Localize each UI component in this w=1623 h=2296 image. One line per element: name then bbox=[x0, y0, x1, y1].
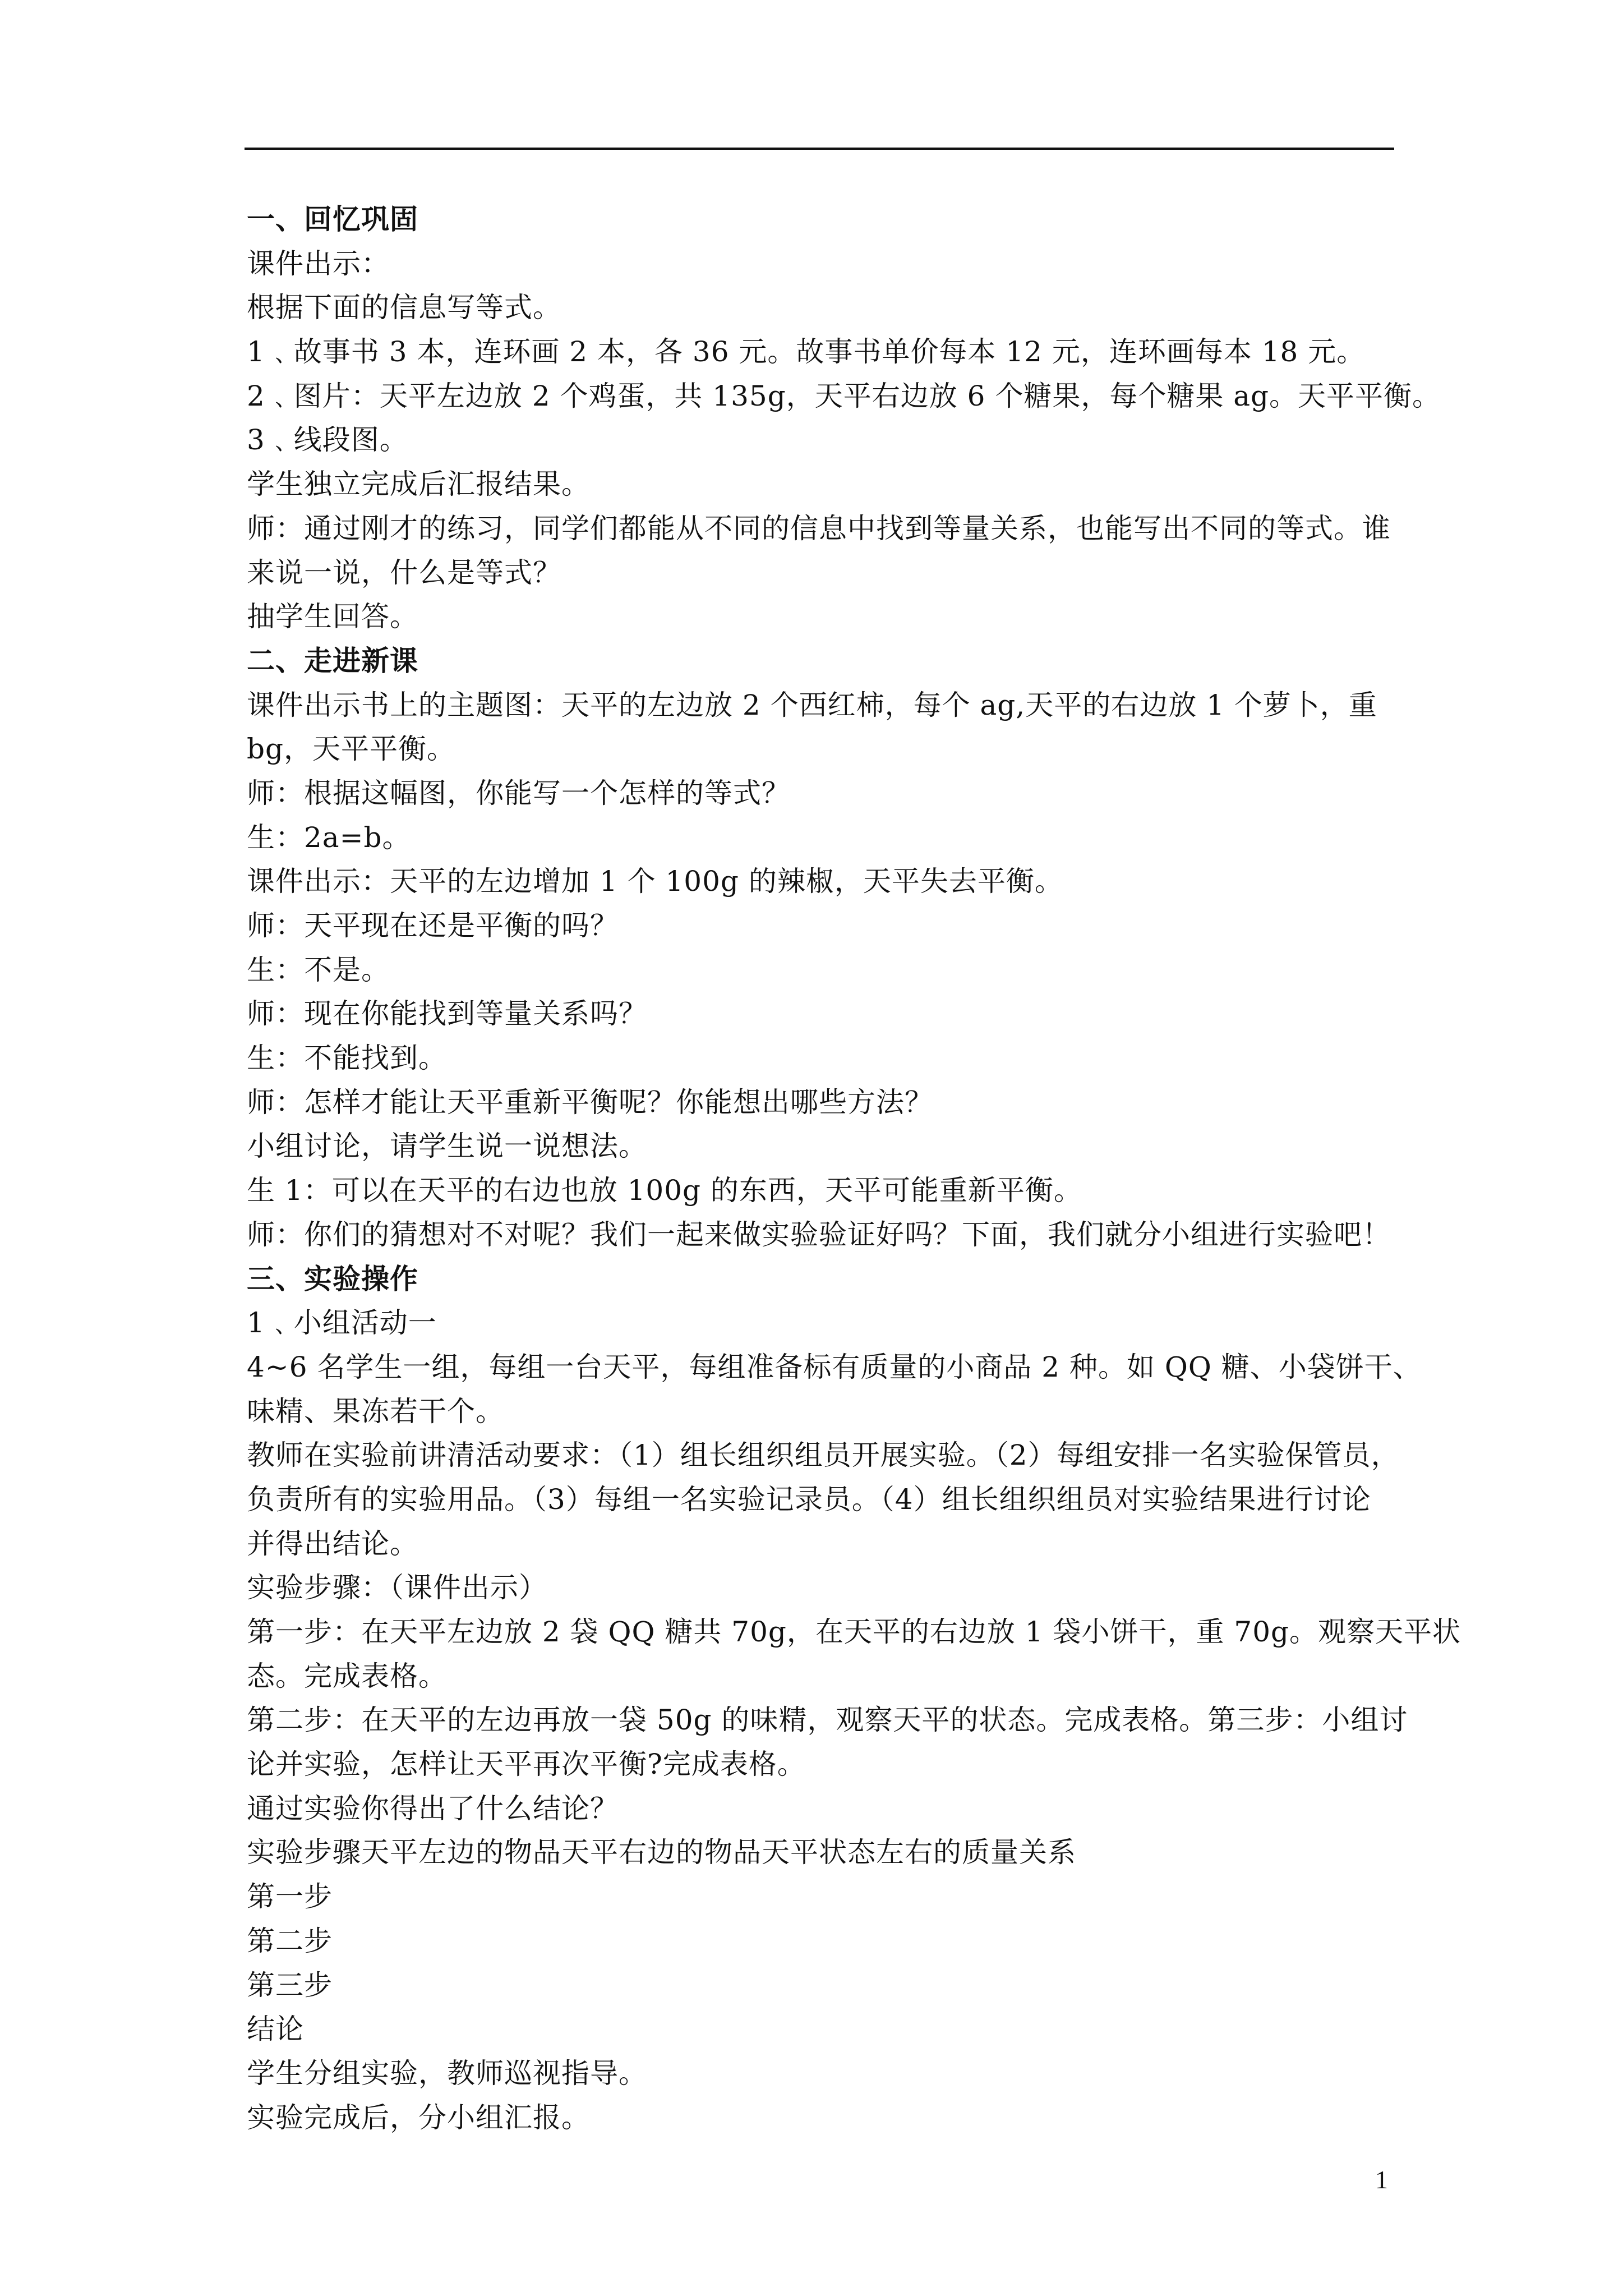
text-line: 生：不是。 bbox=[247, 953, 390, 986]
text-line: 生：不能找到。 bbox=[247, 1042, 447, 1075]
text-line: 课件出示： bbox=[247, 247, 390, 280]
text-line: 来说一说，什么是等式？ bbox=[247, 556, 561, 589]
text-line: bg，天平平衡。 bbox=[247, 733, 456, 766]
text-line: 态。完成表格。 bbox=[247, 1659, 447, 1692]
text-line: 实验完成后，分小组汇报。 bbox=[247, 2101, 590, 2134]
text-line: 1﹑小组活动一 bbox=[247, 1306, 437, 1340]
text-line: 4~6 名学生一组，每组一台天平，每组准备标有质量的小商品 2 种。如 QQ 糖、小袋饼干、 bbox=[247, 1350, 1422, 1383]
text-line: 教师在实验前讲清活动要求：（1）组长组织组员开展实验。（2）每组安排一名实验保管员， bbox=[247, 1439, 1400, 1472]
text-line: 1﹑故事书 3 本，连环画 2 本，各 36 元。故事书单价每本 12 元，连环画每本 18 元。 bbox=[247, 335, 1366, 369]
text-line: 师：现在你能找到等量关系吗？ bbox=[247, 997, 647, 1030]
header-rule bbox=[245, 148, 1394, 150]
text-line: 小组讨论，请学生说一说想法。 bbox=[247, 1130, 647, 1163]
text-line: 学生分组实验，教师巡视指导。 bbox=[247, 2056, 647, 2090]
text-line: 结论 bbox=[247, 2013, 304, 2046]
text-line: 第二步 bbox=[247, 1924, 333, 1957]
section-heading: 一、回忆巩固 bbox=[247, 203, 418, 236]
text-line: 师：根据这幅图，你能写一个怎样的等式？ bbox=[247, 776, 790, 809]
text-line: 2﹑图片：天平左边放 2 个鸡蛋，共 135g，天平右边放 6 个糖果，每个糖果 ag。天平平衡。 bbox=[247, 379, 1441, 412]
text-line: 师：通过刚才的练习，同学们都能从不同的信息中找到等量关系，也能写出不同的等式。谁 bbox=[247, 512, 1391, 545]
text-line: 3﹑线段图。 bbox=[247, 424, 408, 457]
text-line: 通过实验你得出了什么结论？ bbox=[247, 1792, 619, 1825]
text-line: 论并实验，怎样让天平再次平衡?完成表格。 bbox=[247, 1748, 806, 1781]
text-line: 实验步骤天平左边的物品天平右边的物品天平状态左右的质量关系 bbox=[247, 1836, 1076, 1869]
text-line: 并得出结论。 bbox=[247, 1527, 418, 1560]
text-line: 师：怎样才能让天平重新平衡呢？你能想出哪些方法？ bbox=[247, 1085, 933, 1119]
text-line: 学生独立完成后汇报结果。 bbox=[247, 468, 590, 501]
text-line: 第三步 bbox=[247, 1968, 333, 2001]
text-line: 课件出示：天平的左边增加 1 个 100g 的辣椒，天平失去平衡。 bbox=[247, 865, 1063, 898]
text-line: 师：你们的猜想对不对呢？我们一起来做实验验证好吗？下面，我们就分小组进行实验吧！ bbox=[247, 1218, 1391, 1251]
document-body bbox=[247, 197, 1461, 2139]
text-line: 师：天平现在还是平衡的吗？ bbox=[247, 909, 619, 942]
page-number: 1 bbox=[1375, 2165, 1388, 2194]
text-line: 第一步：在天平左边放 2 袋 QQ 糖共 70g，在天平的右边放 1 袋小饼干，重 70g。观察天平状 bbox=[247, 1616, 1461, 1648]
text-line: 第二步：在天平的左边再放一袋 50g 的味精，观察天平的状态。完成表格。第三步：小组讨 bbox=[247, 1704, 1408, 1737]
section-heading: 二、走进新课 bbox=[247, 644, 418, 677]
text-line: 味精、果冻若干个。 bbox=[247, 1395, 504, 1428]
text-line: 负责所有的实验用品。（3）每组一名实验记录员。（4）组长组织组员对实验结果进行讨论 bbox=[247, 1483, 1371, 1516]
text-line: 第一步 bbox=[247, 1880, 333, 1913]
text-line: 课件出示书上的主题图：天平的左边放 2 个西红柿，每个 ag,天平的右边放 1 个萝卜，重 bbox=[247, 688, 1377, 721]
text-line: 生 1：可以在天平的右边也放 100g 的东西，天平可能重新平衡。 bbox=[247, 1174, 1082, 1207]
text-line: 实验步骤：（课件出示） bbox=[247, 1571, 547, 1604]
text-line: 根据下面的信息写等式。 bbox=[247, 291, 561, 324]
text-line: 生：2a=b。 bbox=[247, 821, 411, 854]
section-heading: 三、实验操作 bbox=[247, 1262, 418, 1295]
text-line: 抽学生回答。 bbox=[247, 600, 418, 633]
